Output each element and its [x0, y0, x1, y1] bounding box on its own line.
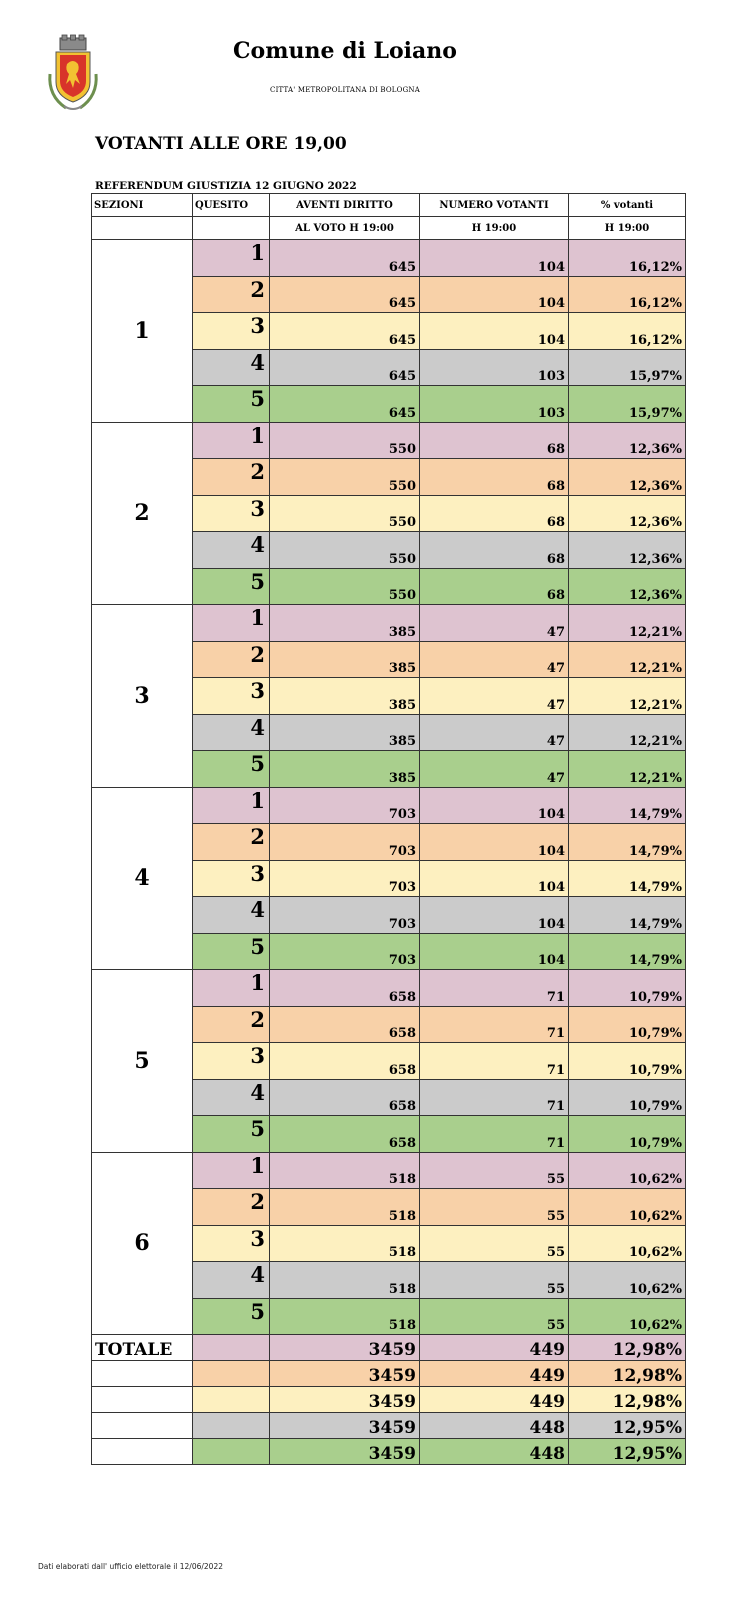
pct-value: 14,79%: [569, 933, 686, 970]
votanti-value: 103: [420, 386, 569, 423]
col-header-pct-sub: H 19:00: [569, 217, 686, 240]
quesito-number: 2: [193, 641, 270, 678]
report-subheading: REFERENDUM GIUSTIZIA 12 GIUGNO 2022: [95, 180, 357, 192]
votanti-value: 104: [420, 787, 569, 824]
quesito-number: 2: [193, 1006, 270, 1043]
table-row: [92, 970, 686, 1007]
report-heading: VOTANTI ALLE ORE 19,00: [95, 134, 347, 154]
total-row: [92, 1335, 686, 1361]
total-votanti-value: 448: [420, 1439, 569, 1465]
pct-value: 15,97%: [569, 386, 686, 423]
pct-value: 16,12%: [569, 276, 686, 313]
aventi-value: 518: [270, 1189, 420, 1226]
section-label: 1: [92, 240, 193, 423]
pct-value: 14,79%: [569, 824, 686, 861]
votanti-value: 71: [420, 970, 569, 1007]
votanti-value: 104: [420, 897, 569, 934]
col-header-aventi-sub: AL VOTO H 19:00: [270, 217, 420, 240]
total-color-swatch: [193, 1387, 270, 1413]
total-aventi-value: 3459: [270, 1387, 420, 1413]
votanti-value: 103: [420, 349, 569, 386]
quesito-number: 3: [193, 860, 270, 897]
total-label-blank: [92, 1387, 193, 1413]
total-pct-value: 12,98%: [569, 1361, 686, 1387]
col-header-quesito-blank: [193, 217, 270, 240]
total-label-blank: [92, 1361, 193, 1387]
quesito-number: 2: [193, 459, 270, 496]
pct-value: 12,36%: [569, 532, 686, 569]
section-label: 5: [92, 970, 193, 1153]
total-votanti-value: 449: [420, 1387, 569, 1413]
quesito-number: 5: [193, 386, 270, 423]
col-header-votanti: NUMERO VOTANTI: [420, 194, 569, 217]
section-label: 4: [92, 787, 193, 970]
quesito-number: 1: [193, 240, 270, 277]
total-pct-value: 12,95%: [569, 1439, 686, 1465]
total-label-blank: [92, 1413, 193, 1439]
pct-value: 10,79%: [569, 970, 686, 1007]
page-title: Comune di Loiano: [233, 38, 457, 64]
pct-value: 10,79%: [569, 1079, 686, 1116]
aventi-value: 645: [270, 313, 420, 350]
total-pct-value: 12,95%: [569, 1413, 686, 1439]
total-row: [92, 1439, 686, 1465]
aventi-value: 645: [270, 276, 420, 313]
votanti-value: 71: [420, 1079, 569, 1116]
quesito-number: 4: [193, 532, 270, 569]
quesito-number: 4: [193, 1262, 270, 1299]
aventi-value: 518: [270, 1262, 420, 1299]
total-aventi-value: 3459: [270, 1335, 420, 1361]
aventi-value: 518: [270, 1225, 420, 1262]
total-votanti-value: 449: [420, 1361, 569, 1387]
aventi-value: 385: [270, 641, 420, 678]
aventi-value: 518: [270, 1298, 420, 1335]
total-votanti-value: 449: [420, 1335, 569, 1361]
quesito-number: 3: [193, 678, 270, 715]
pct-value: 16,12%: [569, 240, 686, 277]
pct-value: 10,62%: [569, 1152, 686, 1189]
votanti-value: 55: [420, 1298, 569, 1335]
table-row: [92, 1152, 686, 1189]
votanti-value: 104: [420, 824, 569, 861]
aventi-value: 703: [270, 933, 420, 970]
votanti-value: 104: [420, 933, 569, 970]
total-color-swatch: [193, 1361, 270, 1387]
votanti-value: 71: [420, 1006, 569, 1043]
pct-value: 12,21%: [569, 605, 686, 642]
municipal-crest-icon: [46, 34, 100, 114]
quesito-number: 4: [193, 714, 270, 751]
pct-value: 12,36%: [569, 568, 686, 605]
aventi-value: 645: [270, 240, 420, 277]
quesito-number: 1: [193, 787, 270, 824]
pct-value: 10,62%: [569, 1225, 686, 1262]
votanti-value: 104: [420, 313, 569, 350]
pct-value: 10,79%: [569, 1043, 686, 1080]
total-row: [92, 1387, 686, 1413]
col-header-quesito: QUESITO: [193, 194, 270, 217]
pct-value: 12,21%: [569, 641, 686, 678]
aventi-value: 658: [270, 1116, 420, 1153]
pct-value: 10,79%: [569, 1006, 686, 1043]
votanti-value: 104: [420, 240, 569, 277]
total-aventi-value: 3459: [270, 1439, 420, 1465]
aventi-value: 550: [270, 495, 420, 532]
votanti-value: 68: [420, 422, 569, 459]
pct-value: 12,36%: [569, 459, 686, 496]
section-label: 6: [92, 1152, 193, 1335]
aventi-value: 658: [270, 1006, 420, 1043]
quesito-number: 5: [193, 1298, 270, 1335]
total-label-blank: [92, 1439, 193, 1465]
pct-value: 16,12%: [569, 313, 686, 350]
pct-value: 14,79%: [569, 787, 686, 824]
aventi-value: 518: [270, 1152, 420, 1189]
votanti-value: 68: [420, 568, 569, 605]
quesito-number: 1: [193, 605, 270, 642]
votanti-value: 68: [420, 532, 569, 569]
quesito-number: 3: [193, 313, 270, 350]
pct-value: 14,79%: [569, 897, 686, 934]
aventi-value: 550: [270, 568, 420, 605]
quesito-number: 3: [193, 495, 270, 532]
quesito-number: 2: [193, 276, 270, 313]
total-aventi-value: 3459: [270, 1413, 420, 1439]
aventi-value: 385: [270, 678, 420, 715]
votanti-value: 104: [420, 860, 569, 897]
aventi-value: 645: [270, 386, 420, 423]
col-header-votanti-sub: H 19:00: [420, 217, 569, 240]
votanti-value: 47: [420, 641, 569, 678]
votanti-value: 47: [420, 605, 569, 642]
pct-value: 12,21%: [569, 714, 686, 751]
aventi-value: 645: [270, 349, 420, 386]
pct-value: 12,21%: [569, 678, 686, 715]
quesito-number: 5: [193, 933, 270, 970]
pct-value: 12,21%: [569, 751, 686, 788]
aventi-value: 550: [270, 422, 420, 459]
quesito-number: 2: [193, 1189, 270, 1226]
total-pct-value: 12,98%: [569, 1387, 686, 1413]
votanti-value: 104: [420, 276, 569, 313]
votanti-value: 55: [420, 1189, 569, 1226]
aventi-value: 550: [270, 532, 420, 569]
votanti-value: 68: [420, 495, 569, 532]
quesito-number: 5: [193, 1116, 270, 1153]
quesito-number: 4: [193, 1079, 270, 1116]
aventi-value: 703: [270, 787, 420, 824]
total-row: [92, 1361, 686, 1387]
aventi-value: 385: [270, 605, 420, 642]
quesito-number: 1: [193, 970, 270, 1007]
votanti-value: 47: [420, 678, 569, 715]
col-header-pct: % votanti: [569, 194, 686, 217]
pct-value: 15,97%: [569, 349, 686, 386]
section-label: 2: [92, 422, 193, 605]
total-color-swatch: [193, 1335, 270, 1361]
pct-value: 12,36%: [569, 422, 686, 459]
pct-value: 10,62%: [569, 1262, 686, 1299]
footer-note: Dati elaborati dall' ufficio elettorale il 12/06/2022: [38, 1562, 223, 1571]
quesito-number: 5: [193, 568, 270, 605]
aventi-value: 658: [270, 1043, 420, 1080]
total-label: TOTALE: [92, 1335, 193, 1361]
total-aventi-value: 3459: [270, 1361, 420, 1387]
votanti-value: 55: [420, 1225, 569, 1262]
col-header-sezioni-blank: [92, 217, 193, 240]
table-row: [92, 605, 686, 642]
total-pct-value: 12,98%: [569, 1335, 686, 1361]
aventi-value: 703: [270, 824, 420, 861]
pct-value: 10,62%: [569, 1189, 686, 1226]
votanti-value: 68: [420, 459, 569, 496]
section-label: 3: [92, 605, 193, 788]
header-row: [92, 194, 686, 217]
aventi-value: 703: [270, 897, 420, 934]
quesito-number: 3: [193, 1225, 270, 1262]
total-votanti-value: 448: [420, 1413, 569, 1439]
aventi-value: 658: [270, 970, 420, 1007]
table-row: [92, 422, 686, 459]
aventi-value: 385: [270, 714, 420, 751]
quesito-number: 3: [193, 1043, 270, 1080]
aventi-value: 703: [270, 860, 420, 897]
quesito-number: 5: [193, 751, 270, 788]
quesito-number: 1: [193, 1152, 270, 1189]
pct-value: 14,79%: [569, 860, 686, 897]
votanti-value: 55: [420, 1262, 569, 1299]
total-row: [92, 1413, 686, 1439]
pct-value: 10,62%: [569, 1298, 686, 1335]
votanti-value: 71: [420, 1043, 569, 1080]
col-header-aventi: AVENTI DIRITTO: [270, 194, 420, 217]
quesito-number: 2: [193, 824, 270, 861]
quesito-number: 4: [193, 349, 270, 386]
aventi-value: 385: [270, 751, 420, 788]
page-subtitle: CITTA' METROPOLITANA DI BOLOGNA: [270, 86, 420, 94]
votanti-value: 47: [420, 714, 569, 751]
votanti-value: 47: [420, 751, 569, 788]
votanti-value: 71: [420, 1116, 569, 1153]
table-row: [92, 787, 686, 824]
header-row-2: [92, 217, 686, 240]
total-color-swatch: [193, 1413, 270, 1439]
quesito-number: 4: [193, 897, 270, 934]
col-header-sezioni: SEZIONI: [92, 194, 193, 217]
pct-value: 10,79%: [569, 1116, 686, 1153]
total-color-swatch: [193, 1439, 270, 1465]
table-row: [92, 240, 686, 277]
aventi-value: 550: [270, 459, 420, 496]
pct-value: 12,36%: [569, 495, 686, 532]
quesito-number: 1: [193, 422, 270, 459]
votanti-value: 55: [420, 1152, 569, 1189]
results-table: [91, 193, 686, 1465]
aventi-value: 658: [270, 1079, 420, 1116]
